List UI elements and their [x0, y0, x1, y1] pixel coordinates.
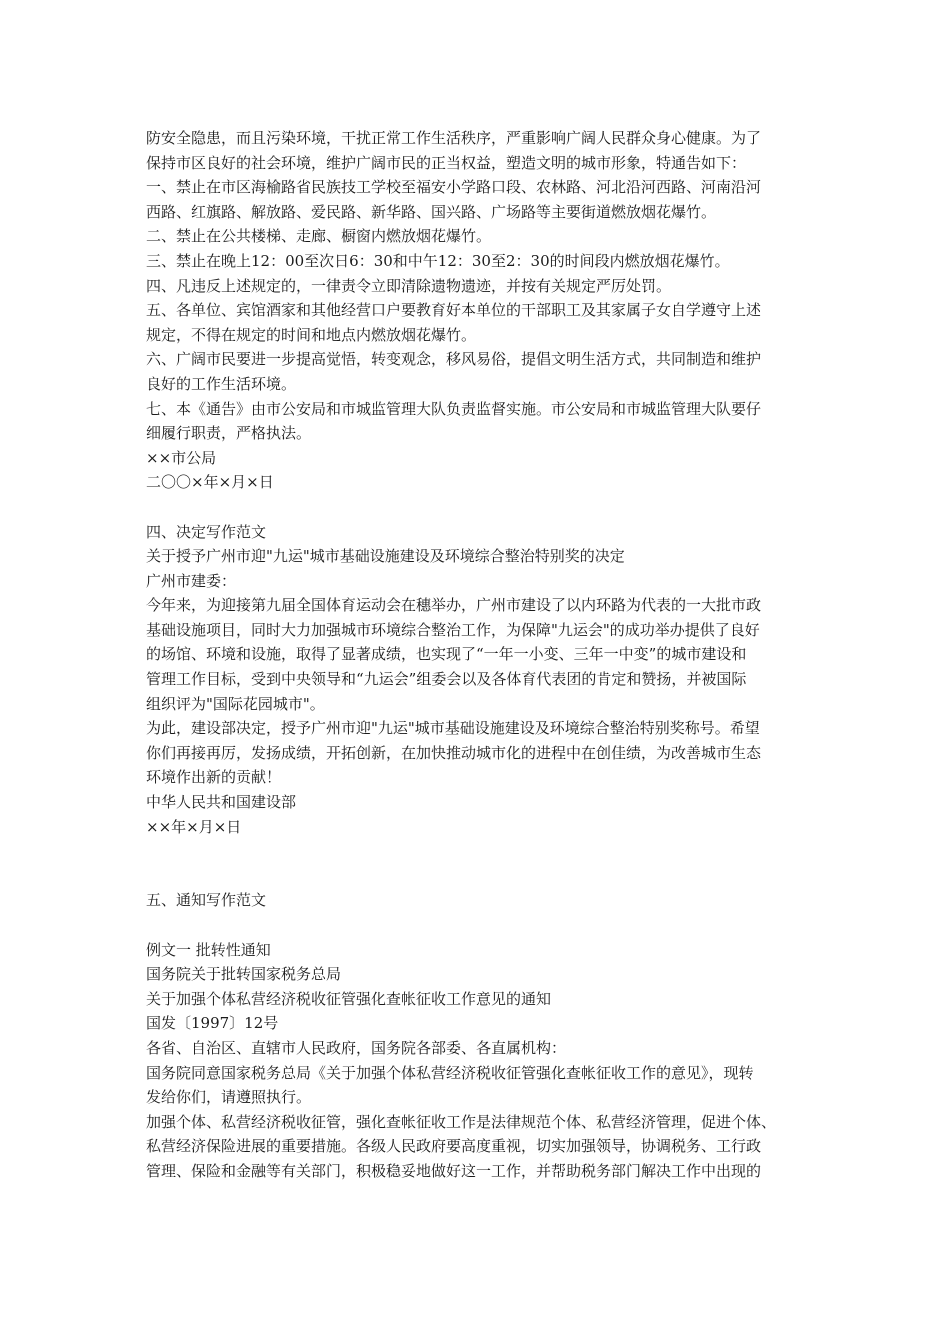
- text-line: 中华人民共和国建设部: [146, 793, 297, 812]
- text-line: 三、禁止在晚上12：00至次日6：30和中午12：30至2：30的时间段内燃放烟花爆竹。: [146, 251, 730, 270]
- text-line: 管理、保险和金融等有关部门，积极稳妥地做好这一工作，并帮助税务部门解决工作中出现的: [146, 1161, 762, 1180]
- text-line: 你们再接再厉，发扬成绩，开拓创新，在加快推动城市化的进程中在创佳绩，为改善城市生态: [146, 743, 762, 762]
- text-line: 一、禁止在市区海榆路省民族技工学校至福安小学路口段、农林路、河北沿河西路、河南沿河: [146, 178, 762, 197]
- text-line: 二、禁止在公共楼梯、走廊、橱窗内燃放烟花爆竹。: [146, 227, 492, 246]
- document-body: [146, 126, 826, 1184]
- text-line: 的场馆、环境和设施，取得了显著成绩，也实现了“一年一小变、三年一中变”的城市建设和: [146, 645, 747, 664]
- text-line: ××年×月×日: [146, 817, 242, 836]
- blank-line: [146, 495, 826, 520]
- text-line: 规定，不得在规定的时间和地点内燃放烟花爆竹。: [146, 325, 477, 344]
- text-line: 广州市建委：: [146, 571, 237, 590]
- text-line: 防安全隐患，而且污染环境，干扰正常工作生活秩序，严重影响广阔人民群众身心健康。为了: [146, 129, 762, 147]
- text-line: 关于授予广州市迎"九运"城市基础设施建设及环境综合整治特别奖的决定: [146, 547, 625, 566]
- blank-line: [146, 864, 826, 889]
- text-line: 组织评为"国际花园城市"。: [146, 694, 325, 713]
- text-line: 细履行职责，严格执法。: [146, 424, 312, 443]
- text-line: 二〇〇×年×月×日: [146, 473, 274, 492]
- text-line: 发给你们，请遵照执行。: [146, 1088, 312, 1107]
- text-line: ××市公局: [146, 448, 217, 467]
- text-line: 保持市区良好的社会环境，维护广阔市民的正当权益，塑造文明的城市形象，特通告如下：: [146, 153, 747, 172]
- text-line: 国务院关于批转国家税务总局: [146, 965, 342, 984]
- blank-line: [146, 913, 826, 938]
- text-line: 基础设施项目，同时大力加强城市环境综合整治工作，为保障"九运会"的成功举办提供了良好: [146, 620, 760, 639]
- text-line: 各省、自治区、直辖市人民政府，国务院各部委、各直属机构：: [146, 1038, 567, 1057]
- text-line: 关于加强个体私营经济税收征管强化查帐征收工作意见的通知: [146, 989, 552, 1008]
- text-line: 四、决定写作范文: [146, 522, 267, 541]
- text-line: 西路、红旗路、解放路、爱民路、新华路、国兴路、广场路等主要街道燃放烟花爆竹。: [146, 202, 717, 221]
- text-line: 七、本《通告》由市公安局和市城监管理大队负责监督实施。市公安局和市城监管理大队要仔: [146, 399, 762, 418]
- text-line: 私营经济保险进展的重要措施。各级人民政府要高度重视，切实加强领导，协调税务、工行政: [146, 1137, 762, 1156]
- text-line: 管理工作目标，受到中央领导和“九运会”组委会以及各体育代表团的肯定和赞扬，并被国际: [146, 670, 747, 689]
- text-line: 为此，建设部决定，授予广州市迎"九运"城市基础设施建设及环境综合整治特别奖称号。希望: [146, 719, 760, 738]
- text-line: 环境作出新的贡献！: [146, 768, 282, 787]
- text-line: 五、各单位、宾馆酒家和其他经营口户要教育好本单位的干部职工及其家属子女自学遵守上述: [146, 301, 762, 320]
- text-line: 国发〔1997〕12号: [146, 1014, 279, 1033]
- text-line: 良好的工作生活环境。: [146, 374, 297, 393]
- text-line: 加强个体、私营经济税收征管，强化查帐征收工作是法律规范个体、私营经济管理，促进个体、: [146, 1112, 777, 1131]
- text-line: 国务院同意国家税务总局《关于加强个体私营经济税收征管强化查帐征收工作的意见》，现转: [146, 1063, 754, 1082]
- text-line: 六、广阔市民要进一步提高觉悟，转变观念，移风易俗，提倡文明生活方式，共同制造和维护: [146, 350, 762, 369]
- text-line: 四、凡违反上述规定的，一律责令立即清除遗物遗迹，并按有关规定严厉处罚。: [146, 276, 672, 295]
- text-line: 例文一 批转性通知: [146, 940, 271, 959]
- blank-line: [146, 839, 826, 864]
- text-line: 五、通知写作范文: [146, 891, 267, 910]
- text-line: 今年来，为迎接第九届全国体育运动会在穗举办，广州市建设了以内环路为代表的一大批市政: [146, 596, 762, 615]
